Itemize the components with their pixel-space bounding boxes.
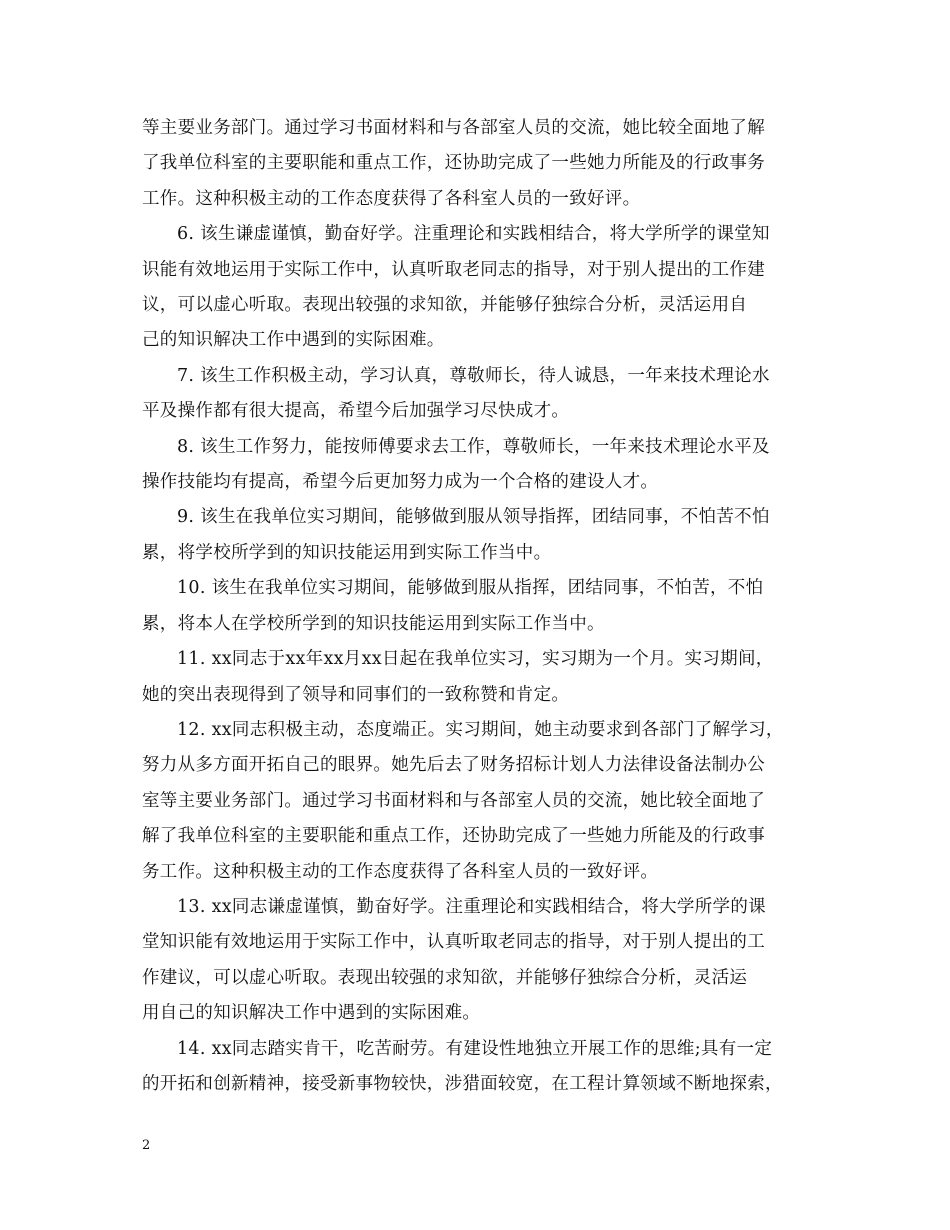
- paragraph-item-12: 12. xx同志积极主动，态度端正。实习期间，她主动要求到各部门了解学习， 努力从多方面开拓自己的眼界。她先后去了财务招标计划人力法律设备法制办公 室等主要业务部门。通过学习书面材料和与各部室人员的交流，她比较全面地了 解了我单位科室的主要职能和重点工作，还协助完成了一些她力所能及的行政事 务工作。这种积极主动的工作态度获得了各科室人员的一致好评。: [142, 719, 784, 882]
- document-body: [142, 111, 812, 1102]
- paragraph-item-14: 14. xx同志踏实肯干，吃苦耐劳。有建设性地独立开展工作的思维;具有一定 的开拓和创新精神，接受新事物较快，涉猎面较宽，在工程计算领域不断地探索，: [142, 1038, 783, 1094]
- paragraph-item-6: 6. 该生谦虚谨慎，勤奋好学。注重理论和实践相结合，将大学所学的课堂知 识能有效地运用于实际工作中，认真听取老同志的指导，对于别人提出的工作建 议，可以虚心听取。表现出较强的求知欲，并能够仔独综合分析，灵活运用自 己的知识解决工作中遇到的实际困难。: [142, 224, 770, 351]
- paragraph-item-10: 10. 该生在我单位实习期间，能够做到服从指挥，团结同事，不怕苦，不怕 累，将本人在学校所学到的知识技能运用到实际工作当中。: [142, 578, 764, 634]
- page-number: 2: [142, 1138, 151, 1153]
- paragraph-item-8: 8. 该生工作努力，能按师傅要求去工作，尊敬师长，一年来技术理论水平及 操作技能均有提高，希望今后更加努力成为一个合格的建设人才。: [142, 436, 770, 493]
- paragraph-item-13: 13. xx同志谦虚谨慎，勤奋好学。注重理论和实践相结合，将大学所学的课 堂知识能有效地运用于实际工作中，认真听取老同志的指导，对于别人提出的工 作建议，可以虚心听取。表现出较强的求知欲，并能够仔独综合分析，灵活运 用自己的知识解决工作中遇到的实际困难。: [142, 896, 766, 1024]
- paragraph-item-7: 7. 该生工作积极主动，学习认真，尊敬师长，待人诚恳，一年来技术理论水 平及操作都有很大提高，希望今后加强学习尽快成才。: [142, 365, 770, 422]
- paragraph-continuation: 等主要业务部门。通过学习书面材料和与各部室人员的交流，她比较全面地了解 了我单位科室的主要职能和重点工作，还协助完成了一些她力所能及的行政事务 工作。这种积极主动的工作态度获得了各科室人员的一致好评。: [142, 118, 765, 209]
- paragraph-item-11: 11. xx同志于xx年xx月xx日起在我单位实习，实习期为一个月。实习期间， 她的突出表现得到了领导和同事们的一致称赞和肯定。: [142, 649, 774, 705]
- paragraph-item-9: 9. 该生在我单位实习期间，能够做到服从领导指挥，团结同事，不怕苦不怕 累，将学校所学到的知识技能运用到实际工作当中。: [142, 507, 770, 563]
